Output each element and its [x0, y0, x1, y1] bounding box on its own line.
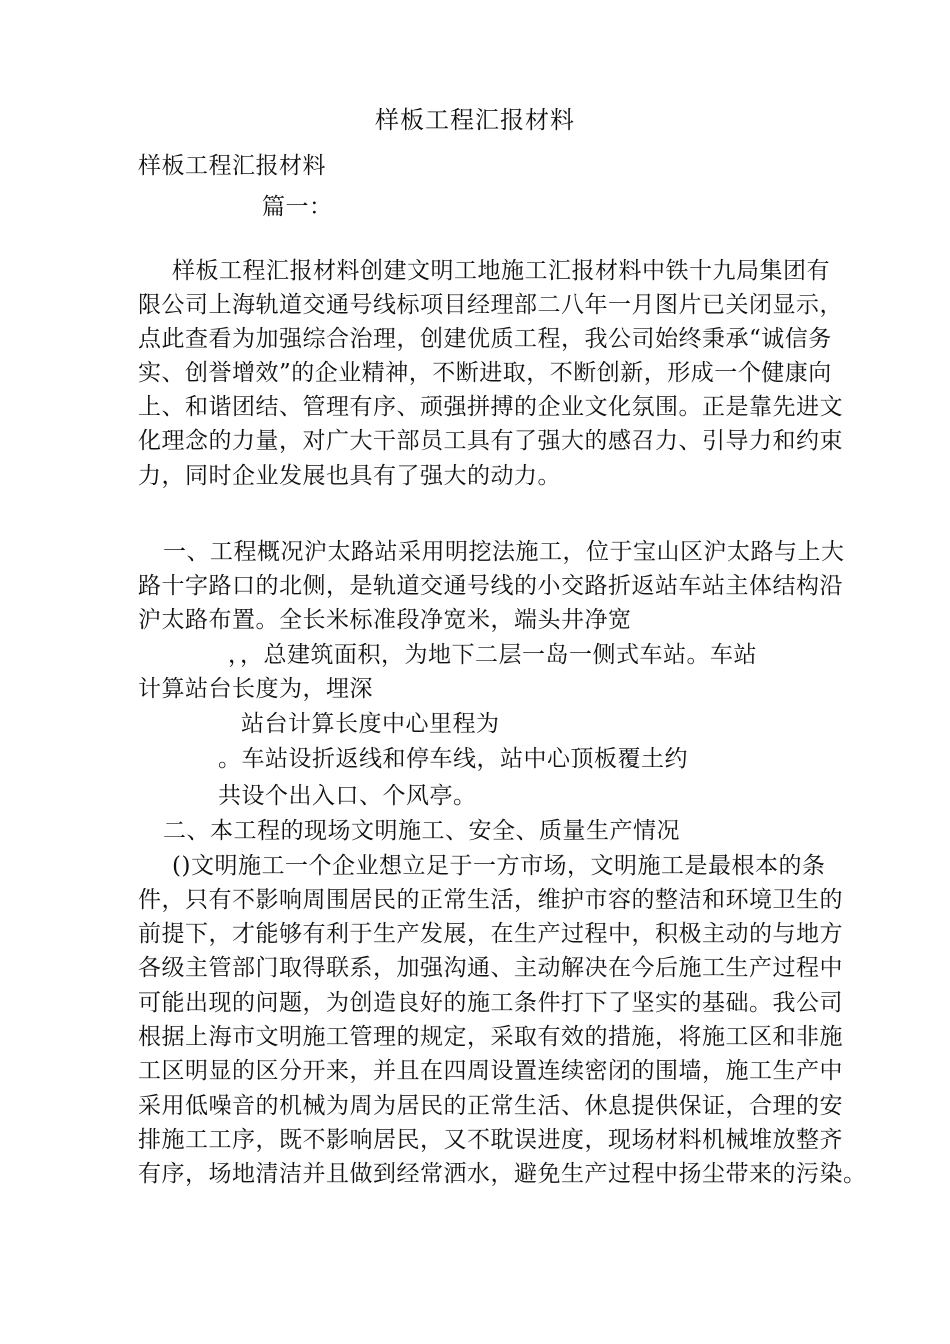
text-line: 样板工程汇报材料创建文明工地施工汇报材料中铁十九局集团有 — [172, 258, 830, 284]
text-line: 沪太路布置。全长米标准段净宽米，端头井净宽 — [138, 607, 632, 633]
section-heading: 二、本工程的现场文明施工、安全、质量生产情况 — [163, 818, 680, 844]
text-line: ()文明施工一个企业想立足于一方市场，文明施工是最根本的条 — [172, 853, 826, 879]
text-line: 采用低噪音的机械为周为居民的正常生活、休息提供保证，合理的安 — [138, 1093, 843, 1119]
document-title: 样板工程汇报材料 — [375, 106, 575, 134]
text-line: 共设个出入口、个风亭。 — [218, 783, 477, 809]
chapter-heading: 篇一： — [262, 194, 333, 220]
text-line: 各级主管部门取得联系，加强沟通、主动解决在今后施工生产过程中 — [138, 955, 843, 981]
text-line: 前提下，才能够有利于生产发展，在生产过程中，积极主动的与地方 — [138, 921, 843, 947]
text-line: 工区明显的区分开来，并且在四周设置连续密闭的围墙，施工生产中 — [138, 1058, 843, 1084]
text-line: 。车站设折返线和停车线，站中心顶板覆土约 — [218, 746, 688, 772]
text-line: 根据上海市文明施工管理的规定，采取有效的措施，将施工区和非施 — [138, 1024, 843, 1050]
text-line: 站台计算长度中心里程为 — [241, 711, 500, 737]
text-line: 上、和谐团结、管理有序、顽强拼搏的企业文化氛围。正是靠先进文 — [138, 394, 843, 420]
text-line: 排施工工序，既不影响居民，又不耽误进度，现场材料机械堆放整齐 — [138, 1127, 843, 1153]
text-line: 限公司上海轨道交通号线标项目经理部二八年一月图片已关闭显示， — [138, 292, 843, 318]
text-line: 点此查看为加强综合治理，创建优质工程，我公司始终秉承“诚信务 — [138, 326, 832, 352]
text-line: 件，只有不影响周围居民的正常生活，维护市容的整洁和环境卫生的 — [138, 887, 843, 913]
text-line: 有序，场地清洁并且做到经常洒水，避免生产过程中扬尘带来的污染。 — [138, 1161, 867, 1187]
text-line: ，，总建筑面积，为地下二层一岛一侧式车站。车站 — [228, 642, 757, 668]
text-line: 力，同时企业发展也具有了强大的动力。 — [138, 463, 561, 489]
document-subtitle: 样板工程汇报材料 — [138, 153, 326, 179]
text-line: 计算站台长度为，埋深 — [138, 676, 373, 702]
text-line: 可能出现的问题，为创造良好的施工条件打下了坚实的基础。我公司 — [138, 990, 843, 1016]
text-line: 化理念的力量，对广大干部员工具有了强大的感召力、引导力和约束 — [138, 428, 843, 454]
text-line: 一、工程概况沪太路站采用明挖法施工，位于宝山区沪太路与上大 — [163, 539, 845, 565]
text-line: 路十字路口的北侧，是轨道交通号线的小交路折返站车站主体结构沿 — [138, 573, 843, 599]
text-line: 实、创誉增效”的企业精神，不断进取，不断创新，形成一个健康向 — [138, 360, 832, 386]
